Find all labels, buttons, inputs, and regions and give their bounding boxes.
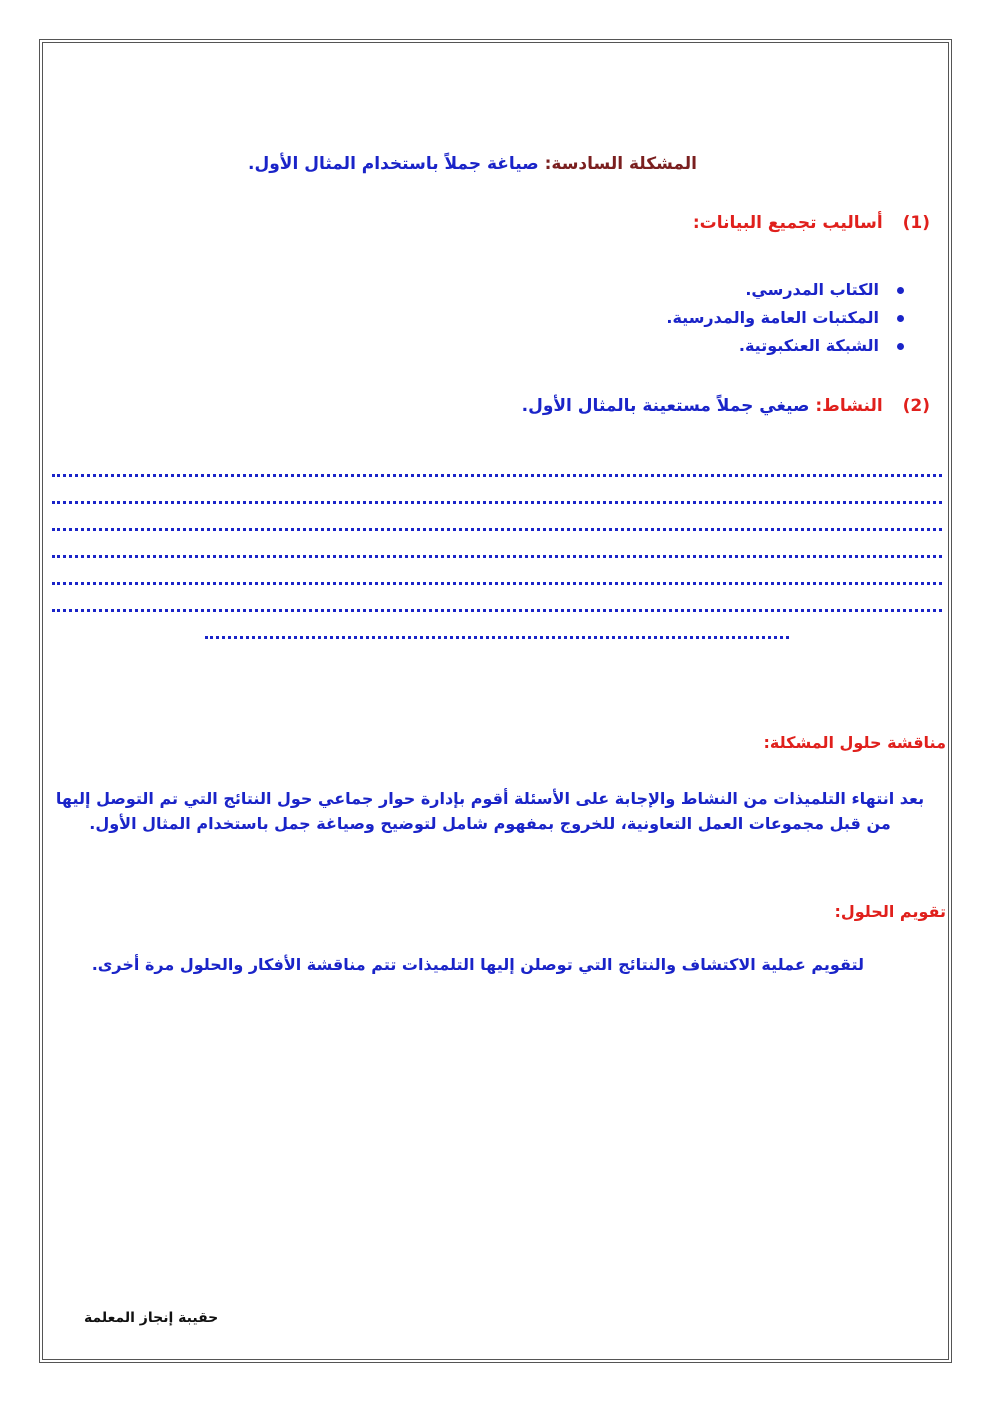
section-data-collection-heading (693, 213, 930, 233)
activity-label: النشاط: (815, 396, 883, 416)
page-border-inner (42, 42, 949, 1360)
activity-text: صيغي جملاً مستعينة بالمثال الأول. (521, 396, 810, 416)
answer-line (205, 636, 789, 639)
answer-line (52, 528, 942, 531)
bullet-icon (897, 343, 904, 350)
discussion-heading: مناقشة حلول المشكلة: (763, 733, 946, 752)
section-activity-heading (522, 396, 930, 416)
data-collection-list (666, 276, 904, 360)
footer-text: حقيبة إنجاز المعلمة (84, 1310, 219, 1326)
answer-line (52, 555, 942, 558)
problem-title (248, 154, 697, 174)
list-item: الشبكة العنكبوتية. (666, 332, 904, 360)
problem-label: المشكلة السادسة: (544, 154, 697, 174)
section-heading-text: أساليب تجميع البيانات: (692, 213, 883, 233)
evaluation-heading: تقويم الحلول: (834, 902, 946, 921)
answer-line (52, 474, 942, 477)
section-number: (2) (902, 396, 930, 416)
answer-line (52, 582, 942, 585)
problem-title-text: صياغة جملاً باستخدام المثال الأول. (248, 154, 539, 174)
bullet-icon (897, 315, 904, 322)
bullet-icon (897, 287, 904, 294)
section-number: (1) (902, 213, 930, 233)
list-item: المكتبات العامة والمدرسية. (666, 304, 904, 332)
discussion-paragraph: بعد انتهاء التلميذات من النشاط والإجابة على الأسئلة أقوم بإدارة حوار جماعي حول النتائج التي تم التوصل إليها من قبل مجموعات العمل التعاونية، للخروج بمفهوم شامل لتوضيح وصياغة جمل باستخدام المثال الأول. (55, 789, 925, 833)
list-item: الكتاب المدرسي. (666, 276, 904, 304)
answer-line (52, 501, 942, 504)
evaluation-paragraph: لتقويم عملية الاكتشاف والنتائج التي توصلن إليها التلميذات تتم مناقشة الأفكار والحلول مرة أخرى. (91, 955, 864, 974)
answer-line (52, 609, 942, 612)
